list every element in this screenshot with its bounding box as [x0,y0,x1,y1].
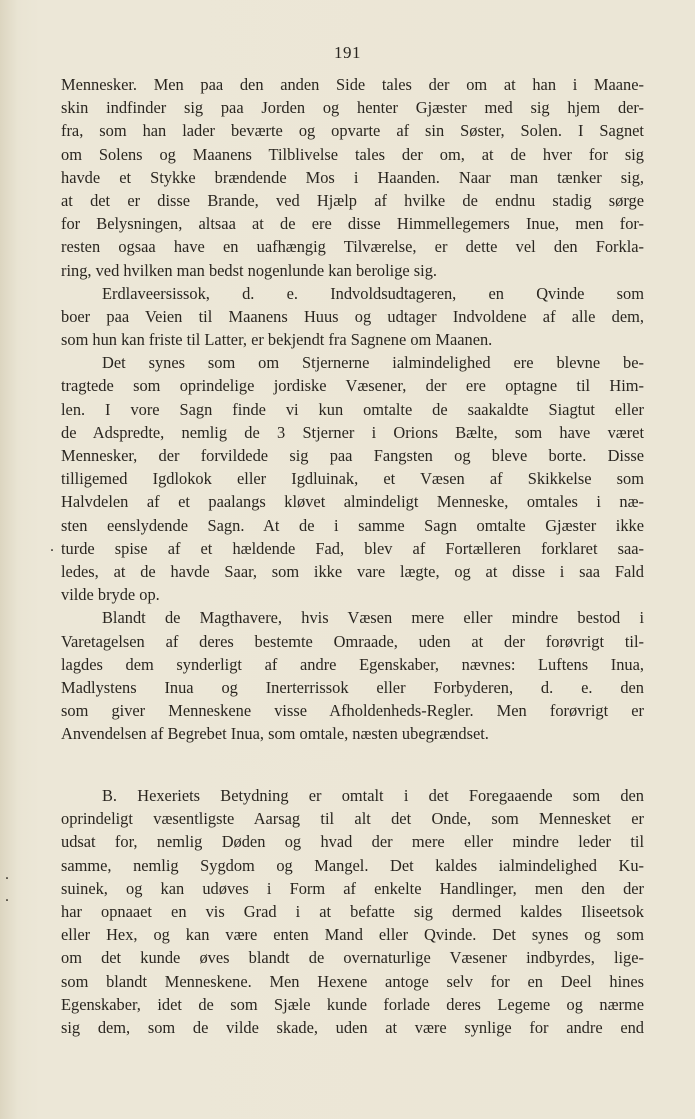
text-line: ledes, at de havde Saar, som ikke vare lægte, og at disse i saa Fald [61,561,644,581]
text-line: Varetagelsen af deres bestemte Omraade, uden at der forøvrigt til- [61,631,644,651]
text-line: de Adspredte, nemlig de 3 Stjerner i Orions Bælte, som have været [61,422,644,442]
text-line: Halvdelen af et paalangs kløvet almindeligt Menneske, omtales i næ- [61,492,644,512]
text-line: samme, nemlig Sygdom og Mangel. Det kaldes ialmindelighed Ku- [61,855,644,875]
text-line: at det er disse Brande, ved Hjælp af hvilke de endnu stadig sørge [61,190,644,210]
text-line: len. I vore Sagn finde vi kun omtalte de saakaldte Siagtut eller [61,399,644,419]
text-line: fra, som han lader beværte og opvarte af sin Søster, Solen. I Sagnet [61,121,644,141]
text-line: tilligemed Igdlokok eller Igdluinak, et Væsen af Skikkelse som [61,469,644,489]
text-line: lagdes dem synderligt af andre Egenskaber, nævnes: Luftens Inua, [61,654,644,674]
text-line: eller Hex, og kan være enten Mand eller Qvinde. Det synes og som [61,925,644,945]
margin-mark: . [5,866,9,883]
text-line: boer paa Veien til Maanens Huus og udtager Indvoldene af alle dem, [61,306,644,326]
text-line: for Belysningen, altsaa at de ere disse Himmellegemers Inue, men for- [61,214,644,234]
margin-mark: . [50,538,54,555]
text-line: tragtede som oprindelige jordiske Væsener, der ere optagne til Him- [61,376,644,396]
text-line: suinek, og kan udøves i Form af enkelte Handlinger, men den der [61,878,644,898]
margin-mark: . [5,888,9,905]
text-line: oprindeligt væsentligste Aarsag til alt det Onde, som Mennesket er [61,809,644,829]
text-line: Mennesker. Men paa den anden Side tales der om at han i Maane- [61,75,644,94]
text-line: Mennesker, der forvildede sig paa Fangsten og bleve borte. Disse [61,446,644,465]
text-line: Det synes som om Stjernerne ialmindelighed ere blevne be- [102,353,644,373]
text-line: Erdlaveersissok, d. e. Indvoldsudtageren, en Qvinde som [102,283,644,303]
text-section-a [61,73,644,745]
text-line: turde spise af et hældende Fad, blev af Fortælleren forklaret saa- [61,538,644,558]
text-line: vilde bryde op. [61,585,160,605]
text-line: B. Hexeriets Betydning er omtalt i det Foregaaende som den [102,786,644,805]
text-line: har opnaaet en vis Grad i at befatte sig dermed kaldes Iliseetsok [61,901,644,921]
text-line: ring, ved hvilken man bedst nogenlunde kan berolige sig. [61,260,437,280]
text-line: om det kunde øves blandt de overnaturlige Væsener indbyrdes, lige- [61,948,644,968]
text-line: som hun kan friste til Latter, er bekjendt fra Sagnene om Maanen. [61,330,493,350]
text-line: udsat for, nemlig Døden og hvad der mere eller mindre leder til [61,832,644,852]
text-line: som giver Menneskene visse Afholdenheds-Regler. Men forøvrigt er [61,701,644,721]
text-line: som blandt Menneskene. Men Hexene antoge selv for en Deel hines [61,971,644,991]
page-number: 191 [334,43,361,62]
text-line: resten ogsaa have en uafhængig Tilværelse, er dette vel den Forkla- [61,237,644,257]
text-line: Egenskaber, idet de som Sjæle kunde forlade deres Legeme og nærme [61,994,644,1014]
text-line: Blandt de Magthavere, hvis Væsen mere eller mindre bestod i [102,608,644,628]
text-line: sten eenslydende Sagn. At de i samme Sagn omtalte Gjæster ikke [61,515,644,535]
text-line: havde et Stykke brændende Mos i Haanden. Naar man tænker sig, [61,167,644,187]
text-line: Madlystens Inua og Inerterrissok eller Forbyderen, d. e. den [61,677,644,697]
text-line: skin indfinder sig paa Jorden og henter Gjæster med sig hjem der- [61,98,644,118]
text-section-b [61,784,644,1039]
text-line: om Solens og Maanens Tilblivelse tales der om, at de hver for sig [61,144,644,164]
text-line: Anvendelsen af Begrebet Inua, som omtale, næsten ubegrændset. [61,724,489,744]
text-line: sig dem, som de vilde skade, uden at være synlige for andre end [61,1017,644,1037]
